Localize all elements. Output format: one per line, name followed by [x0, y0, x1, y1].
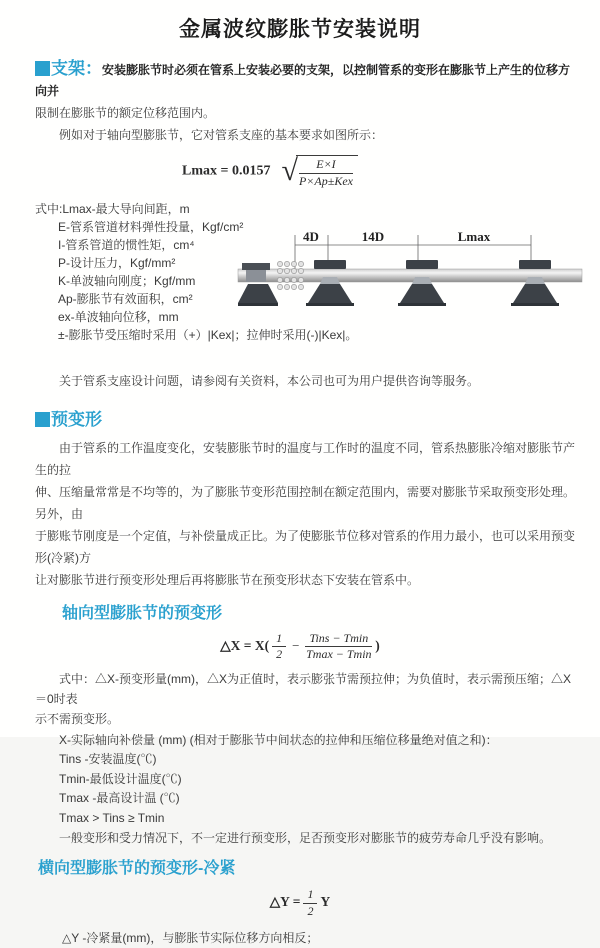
definition-line: P-设计压力，Kgf/mm²	[58, 255, 176, 270]
t-line: Tmax > Tins ≥ Tmin	[59, 810, 165, 825]
t-line: Tins -安装温度(℃)	[59, 752, 157, 767]
axial-x-definition: X-实际轴向补偿量 (mm) (相对于膨胀节中间状态的拉伸和压缩位移量绝对值之和)：	[59, 733, 498, 748]
axial-para-line1: 式中：△X-预变形量(mm)，△X为正值时，表示膨张节需预拉伸；为负值时，表示需预压缩；△X＝0时表	[35, 672, 571, 707]
definition-line: Ap-膨胀节有效面积，cm²	[58, 291, 193, 306]
support-intro-line1: 安装膨胀节时必须在管系上安装必要的支架，以控制管系的变形在膨胀节上产生的位移方向并	[35, 63, 571, 98]
pipe-support-diagram	[238, 227, 600, 335]
section-heading-preform	[35, 405, 600, 430]
definition-line: I-管系管道的惯性矩，cm⁴	[58, 237, 195, 252]
dim-label-4d: 4D	[303, 228, 319, 244]
definition-line: ex-单波轴向位移，mm	[58, 309, 179, 324]
definition-line: K-单波轴向刚度；Kgf/mm	[58, 273, 196, 288]
preform-line: 伸、压缩量常常是不均等的，为了膨胀节变形范围控制在额定范围内，需要对膨胀节采取预变形处理。另外，由	[35, 484, 576, 521]
definition-line: ±-膨胀节受压缩时采用（+）|Kex|；拉伸时采用(-)|Kex|。	[58, 327, 358, 342]
lateral-note: △Y -冷紧量(mm)，与膨胀节实际位移方向相反；	[62, 930, 319, 945]
guide-support	[306, 260, 354, 306]
formula-dy-lhs: △Y =	[269, 894, 301, 910]
support-example-line: 例如对于轴向型膨胀节，它对管系支座的基本要求如图所示：	[59, 128, 384, 142]
axial-para-line2: 示不需预变形。	[35, 712, 120, 727]
section-heading-preform-label: 预变形	[51, 409, 102, 429]
support-intro-line2: 限制在膨胀节的额定位移范围内。	[35, 106, 216, 120]
sqrt-icon: √	[281, 154, 298, 187]
formula-lmax	[0, 155, 540, 189]
t-line: Tmin-最低设计温度(℃)	[59, 771, 182, 786]
guide-support	[398, 260, 446, 306]
radical-sign	[282, 155, 358, 189]
formula-dx-fraction-temp: $\frac{\text{Tins − Tmin}}{Tmax - Tmin}$	[306, 630, 372, 662]
formula-dy-fraction: $\frac{1}{2}$	[303, 888, 317, 919]
page-title: 金属波纹膨胀节安装说明	[179, 18, 421, 41]
temperature-definitions	[0, 750, 600, 828]
t-line: Tmax -最高设计温 (℃)	[59, 791, 180, 806]
definition-line: E-管系管道材料弹性投量，Kgf/cm²	[58, 219, 244, 234]
formula-dx-lhs: △X = X(	[220, 637, 270, 653]
preform-line: 让对膨胀节进行预变形处理后再将膨胀节在预变形状态下安装在管系中。	[35, 572, 420, 587]
preform-line: 由于管系的工作温度变化，安装膨胀节时的温度与工作时的温度不同，管系热膨胀冷缩对膨胀节产生的拉	[35, 440, 576, 477]
formula-lmax-lhs: Lmax = 0.0157	[182, 163, 271, 179]
formula-dy-rhs: Y	[320, 894, 331, 910]
formula-delta-y	[0, 888, 600, 919]
axial-note: 一般变形和受力情况下，不一定进行预变形，足否预变形对膨胀节的疲劳寿命几乎没有影响。	[59, 831, 552, 846]
preform-line: 于膨账节刚度是一个定值，与补偿量成正比。为了使膨胀节位移对管系的作用力最小，也可以采用预变形(冷紧)方	[35, 528, 576, 565]
section-marker-icon	[35, 61, 50, 76]
support-intro-paragraph	[35, 58, 574, 102]
definitions-and-diagram	[0, 200, 600, 368]
section-heading-support	[35, 59, 102, 78]
subsection-heading-lateral: 横向型膨胀节的预变形-冷紧	[38, 860, 236, 878]
section-marker-icon	[35, 412, 50, 427]
dim-label-14d: 14D	[361, 228, 385, 244]
formula-lmax-fraction	[299, 158, 353, 189]
guide-support	[511, 260, 559, 306]
subsection-heading-axial: 轴向型膨胀节的预变形	[62, 604, 223, 622]
formula-lmax-numerator: E×I	[299, 158, 353, 174]
dim-label-lmax: Lmax	[457, 228, 491, 244]
preform-paragraph	[35, 437, 578, 591]
support-closing-line: 关于管系支座设计问题，请参阅有关资料，本公司也可为用户提供咨询等服务。	[59, 373, 480, 388]
formula-delta-x	[0, 632, 600, 663]
formula-dx-rhs: )	[375, 637, 380, 653]
formula-dx-fraction-half: $\frac{1}{2}$	[272, 632, 286, 663]
formula-lmax-denominator: P×Ap±Kex	[298, 173, 353, 188]
definition-line: 式中:Lmax-最大导向间距，m	[35, 201, 190, 216]
section-heading-support-label: 支架：	[51, 59, 102, 78]
axial-paragraph	[35, 669, 578, 729]
formula-dx-minus: −	[292, 637, 300, 653]
